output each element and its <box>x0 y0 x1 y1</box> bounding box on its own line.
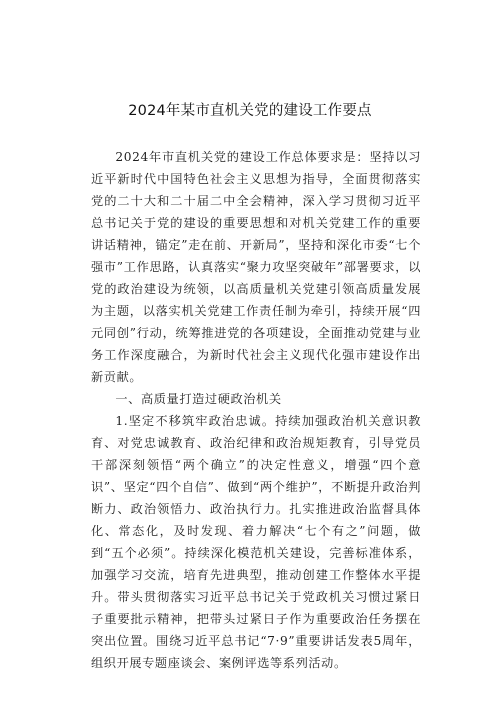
intro-paragraph: 2024年市直机关党的建设工作总体要求是：坚持以习近平新时代中国特色社会主义思想为指导，全面贯彻落实党的二十大和二十届二中全会精神，深入学习贯彻习近平总书记关于党的建设的重要思想和对机关党建工作的重要讲话精神，锚定”走在前、开新局”，坚持和深化市委“七个强市”工作思路，认真落实“聚力攻坚突破年”部署要求，以党的政治建设为统领，以高质量机关党建引领高质量发展为主题，以落实机关党建工作责任制为牵引，持续开展“四元同创”行动，统筹推进党的各项建设，全面推动党建与业务工作深度融合，为新时代社会主义现代化强市建设作出新贡献。 <box>91 150 421 384</box>
section-heading: 一、高质量打造过硬政治机关 <box>115 392 282 406</box>
section-item-paragraph: 1.坚定不移筑牢政治忠诚。持续加强政治机关意识教育、对党忠诚教育、政治纪律和政治规矩教育，引导党员干部深刻领悟“两个确立”的决定性意义，增强“四个意识”、坚定“四个自信”、做到“两个维护”，不断提升政治判断力、政治领悟力、政治执行力。扎实推进政治监督具体化、常态化，及时发现、着力解决“七个有之”问题，做到“五个必须”。持续深化模范机关建设，完善标准体系，加强学习交流，培育先进典型，推动创建工作整体水平提升。带头贯彻落实习近平总书记关于党政机关习惯过紧日子重要批示精神，把带头过紧日子作为重要政治任务摆在突出位置。围绕习近平总书记“7·9”重要讲话发表5周年，组织开展专题座谈会、案例评选等系列活动。 <box>91 414 421 670</box>
document-body <box>91 146 421 674</box>
document-title: 2024年某市直机关党的建设工作要点 <box>128 103 372 119</box>
